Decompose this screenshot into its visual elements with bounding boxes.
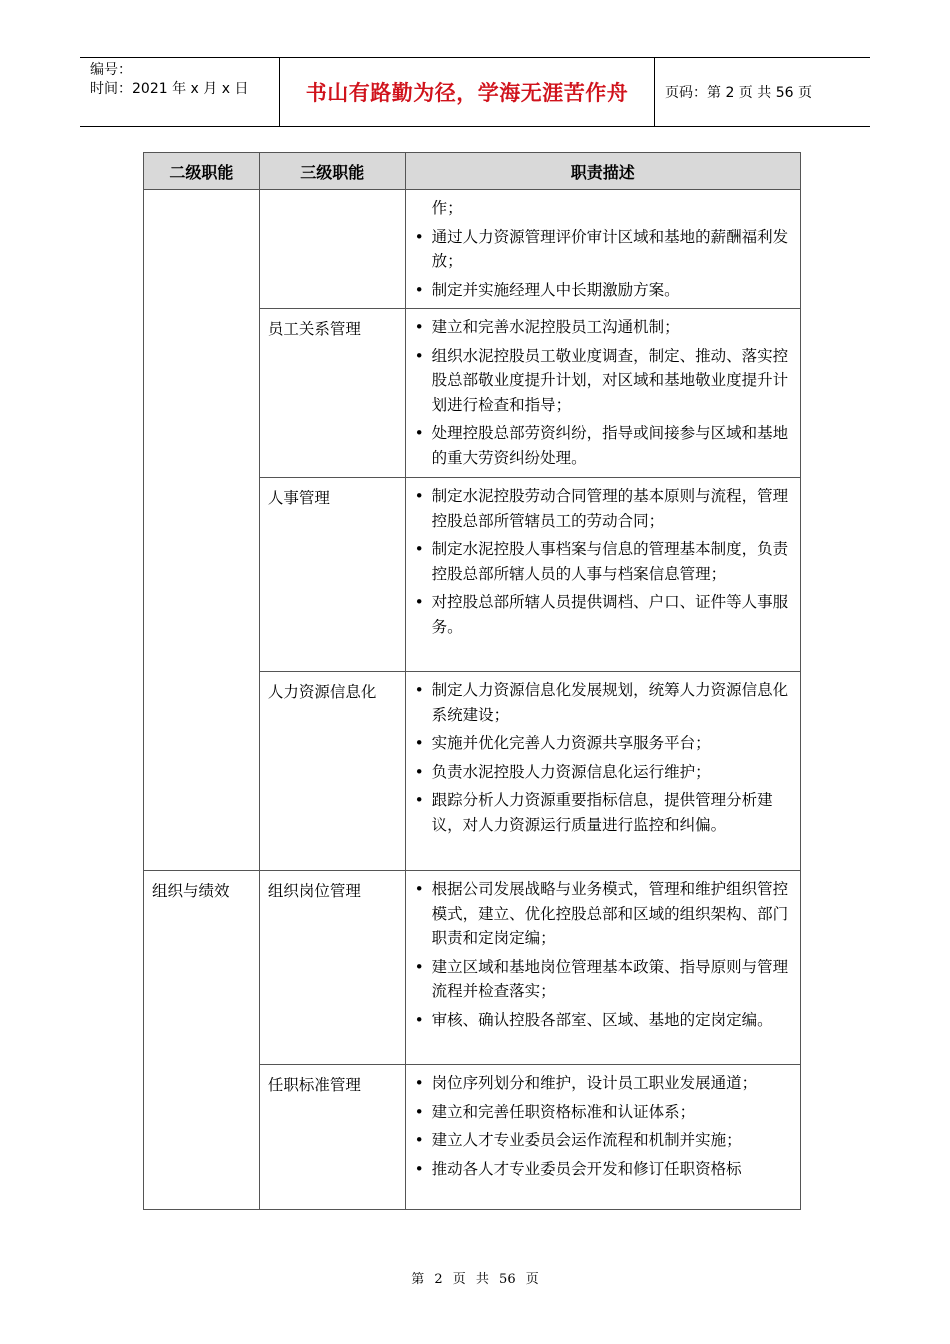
duty-item: • 建立区域和基地岗位管理基本政策、指导原则与管理流程并检查落实； [414, 955, 792, 1004]
duty-item: • 处理控股总部劳资纠纷，指导或间接参与区域和基地的重大劳资纠纷处理。 [414, 421, 792, 470]
page-footer: 第 2 页 共 56 页 [411, 1272, 539, 1287]
duty-item: 作； [431, 199, 463, 217]
description-cell [405, 478, 800, 672]
table-row [144, 190, 801, 309]
duty-item: • 跟踪分析人力资源重要指标信息，提供管理分析建议，对人力资源运行质量进行监控和纠偏。 [414, 788, 792, 837]
level3-cell: 任职标准管理 [259, 1065, 405, 1210]
duty-item: • 通过人力资源管理评价审计区域和基地的薪酬福利发放； [414, 225, 792, 274]
duty-item: • 岗位序列划分和维护，设计员工职业发展通道； [414, 1071, 792, 1096]
duty-item: • 审核、确认控股各部室、区域、基地的定岗定编。 [414, 1008, 792, 1033]
level3-cell: 人事管理 [259, 478, 405, 672]
description-cell [405, 871, 800, 1065]
duty-list [414, 484, 792, 639]
duty-item: • 实施并优化完善人力资源共享服务平台； [414, 731, 792, 756]
duty-item: • 根据公司发展战略与业务模式，管理和维护组织管控模式，建立、优化控股总部和区域的组织架构、部门职责和定岗定编； [414, 877, 792, 951]
description-cell [405, 190, 800, 309]
level3-cell: 人力资源信息化 [259, 672, 405, 871]
duty-item: • 建立人才专业委员会运作流程和机制并实施； [414, 1128, 792, 1153]
table-body [144, 190, 801, 1210]
duty-list [414, 196, 792, 302]
description-cell [405, 1065, 800, 1210]
column-header-level3: 三级职能 [259, 153, 405, 190]
duty-item: • 推动各人才专业委员会开发和修订任职资格标 [414, 1157, 792, 1182]
duty-item: • 组织水泥控股员工敬业度调查，制定、推动、落实控股总部敬业度提升计划，对区域和基地敬业度提升计划进行检查和指导； [414, 344, 792, 418]
duty-item: • 制定水泥控股人事档案与信息的管理基本制度，负责控股总部所辖人员的人事与档案信息管理； [414, 537, 792, 586]
document-time-label: 时间：2021 年 x 月 x 日 [90, 81, 249, 97]
page-header [80, 57, 870, 127]
description-cell [405, 672, 800, 871]
level3-cell: 组织岗位管理 [259, 871, 405, 1065]
level3-cell [259, 190, 405, 309]
duty-item: • 制定并实施经理人中长期激励方案。 [414, 278, 792, 303]
duty-item: • 制定水泥控股劳动合同管理的基本原则与流程，管理控股总部所管辖员工的劳动合同； [414, 484, 792, 533]
duty-table [143, 152, 801, 1210]
document-number-label: 编号： [90, 62, 132, 78]
header-meta [80, 58, 280, 126]
duty-list [414, 678, 792, 837]
duty-item: • 制定人力资源信息化发展规划，统筹人力资源信息化系统建设； [414, 678, 792, 727]
level2-cell [144, 190, 260, 871]
column-header-description: 职责描述 [405, 153, 800, 190]
duty-item: • 建立和完善任职资格标准和认证体系； [414, 1100, 792, 1125]
duty-list [414, 877, 792, 1032]
duty-list [414, 315, 792, 470]
column-header-level2: 二级职能 [144, 153, 260, 190]
level3-cell: 员工关系管理 [259, 309, 405, 478]
duty-item: • 对控股总部所辖人员提供调档、户口、证件等人事服务。 [414, 590, 792, 639]
table-row [144, 871, 801, 1065]
description-cell [405, 309, 800, 478]
table-header-row [144, 153, 801, 190]
duty-item: • 建立和完善水泥控股员工沟通机制； [414, 315, 792, 340]
duty-list [414, 1071, 792, 1181]
header-motto: 书山有路勤为径，学海无涯苦作舟 [280, 58, 655, 126]
duty-item: • 负责水泥控股人力资源信息化运行维护； [414, 760, 792, 785]
level2-cell: 组织与绩效 [144, 871, 260, 1210]
header-page-info: 页码：第 2 页 共 56 页 [665, 85, 812, 101]
